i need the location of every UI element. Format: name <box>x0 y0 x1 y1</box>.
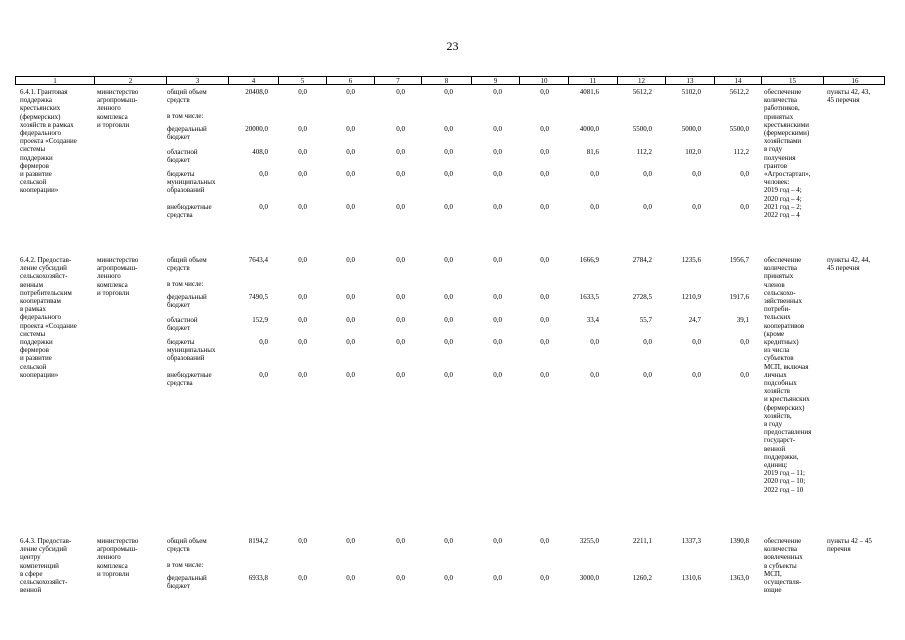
funding-value-cell: 24,7 <box>688 316 701 324</box>
funding-value-cell: 20408,0 <box>245 88 268 96</box>
executor-line: агропромыш- <box>97 545 138 554</box>
funding-value-cell: 0,0 <box>540 148 549 156</box>
funding-value-cell: 0,0 <box>259 203 268 211</box>
measure-name-line: потребительским <box>20 288 72 297</box>
funding-value-cell: 0,0 <box>493 537 502 545</box>
funding-value-cell: 0,0 <box>590 371 599 379</box>
measure-name-line: 6.4.2. Предостав- <box>20 256 72 264</box>
funding-value-cell: 0,0 <box>540 371 549 379</box>
funding-value-cell: 0,0 <box>643 371 652 379</box>
funding-value-cell: 1390,8 <box>729 537 749 545</box>
result-indicator-line: обеспечение <box>764 256 802 264</box>
funding-value-cell: 0,0 <box>396 574 405 582</box>
measure-name-line: кооперативам <box>20 297 61 305</box>
result-indicator-line: в году <box>764 420 783 428</box>
funding-source-line: общий объем <box>167 88 207 96</box>
funding-value-cell: 0,0 <box>298 125 307 133</box>
executor-line: комплекса <box>97 112 128 121</box>
funding-value-cell: 20000,0 <box>245 125 268 133</box>
funding-source-line: общий объем <box>167 256 207 264</box>
executor-line: комплекса <box>97 561 128 570</box>
result-indicator-line: тельских <box>764 313 791 322</box>
funding-value-cell: 3000,0 <box>579 574 599 582</box>
funding-value-cell: 0,0 <box>590 170 599 178</box>
funding-source-line: средств <box>167 545 190 554</box>
funding-value-cell: 55,7 <box>639 316 652 324</box>
funding-value-cell: 0,0 <box>444 537 453 545</box>
funding-value-cell: 0,0 <box>298 371 307 379</box>
funding-value-cell: 0,0 <box>692 203 701 211</box>
funding-value-cell: 0,0 <box>444 293 453 301</box>
result-indicator-line: хозяйств, <box>764 411 792 420</box>
funding-value-cell: 0,0 <box>493 316 502 324</box>
funding-source-line: образований <box>167 354 205 363</box>
funding-value-cell: 0,0 <box>396 371 405 379</box>
result-indicator-line: (фермерских) <box>764 403 805 412</box>
funding-value-cell: 0,0 <box>540 338 549 346</box>
funding-value-cell: 0,0 <box>493 371 502 379</box>
result-indicator-line: хозяйствами <box>764 137 802 146</box>
measure-name-line: ление субсидий <box>20 545 67 554</box>
funding-value-cell: 0,0 <box>298 293 307 301</box>
executor-line: министерство <box>97 537 139 545</box>
measure-name-line: в рамках <box>20 305 46 314</box>
funding-value-cell: 0,0 <box>540 203 549 211</box>
funding-value-cell: 0,0 <box>493 125 502 133</box>
measure-name-line: (фермерских) <box>20 112 61 121</box>
funding-value-cell: 0,0 <box>396 293 405 301</box>
funding-value-cell: 0,0 <box>396 203 405 211</box>
funding-value-cell: 1917,6 <box>729 293 749 301</box>
funding-value-cell: 2728,5 <box>632 293 652 301</box>
funding-value-cell: 0,0 <box>346 338 355 346</box>
funding-value-cell: 0,0 <box>396 170 405 178</box>
result-indicator-line: принятых <box>764 112 794 121</box>
funding-value-cell: 4000,0 <box>579 125 599 133</box>
funding-value-cell: 0,0 <box>444 125 453 133</box>
measure-name-line: крестьянских <box>20 104 61 113</box>
measure-name-line: поддержки <box>20 338 53 346</box>
measure-name-line: поддержка <box>20 96 53 105</box>
result-indicator-line: личных <box>764 370 787 379</box>
result-indicator-line: в субъекты <box>764 561 797 570</box>
funding-value-cell: 0,0 <box>346 203 355 211</box>
funding-value-cell: 112,2 <box>636 148 652 156</box>
result-indicator-line: поддержки, <box>764 452 799 461</box>
funding-value-cell: 0,0 <box>444 148 453 156</box>
funding-value-cell: 7490,5 <box>248 293 268 301</box>
result-indicator-line: 2019 год – 4; <box>764 186 802 195</box>
executor-line: ленного <box>97 104 121 113</box>
funding-source-line: федеральный <box>167 125 207 133</box>
funding-value-cell: 8194,2 <box>248 537 268 545</box>
measure-name-line: фермеров <box>20 346 49 355</box>
measure-name-line: системы <box>20 145 46 154</box>
reference-line: 45 перечня <box>827 264 860 273</box>
funding-value-cell: 0,0 <box>396 88 405 96</box>
funding-source-line: в том числе: <box>167 112 204 120</box>
result-indicator-line: из числа <box>764 346 790 355</box>
measure-name-line: поддержки <box>20 153 53 162</box>
funding-value-cell: 1633,5 <box>579 293 599 301</box>
funding-source-line: федеральный <box>167 574 207 582</box>
measure-name-line: кооперации» <box>20 186 59 195</box>
result-indicator-line: количества <box>764 264 797 273</box>
funding-value-cell: 4081,6 <box>579 88 599 96</box>
result-indicator-line: человек: <box>764 178 790 187</box>
result-indicator-line: потреби- <box>764 305 791 314</box>
result-indicator-line: 2022 год – 4 <box>764 211 800 219</box>
result-indicator-line: хозяйств <box>764 387 790 396</box>
funding-value-cell: 0,0 <box>444 170 453 178</box>
column-header-15: 15 <box>761 77 823 85</box>
funding-source-line: областной <box>167 148 198 156</box>
funding-value-cell: 0,0 <box>298 316 307 324</box>
result-indicator-line: работников, <box>764 104 800 113</box>
column-header-11: 11 <box>568 77 617 85</box>
funding-value-cell: 0,0 <box>444 203 453 211</box>
measure-name-line: фермеров <box>20 161 49 170</box>
executor-line: министерство <box>97 256 139 264</box>
funding-value-cell: 1956,7 <box>729 256 749 264</box>
funding-value-cell: 0,0 <box>493 293 502 301</box>
funding-value-cell: 0,0 <box>298 148 307 156</box>
funding-value-cell: 0,0 <box>540 170 549 178</box>
measure-name-line: в сфере <box>20 569 43 578</box>
result-indicator-line: обеспечение <box>764 88 802 96</box>
funding-source-line: в том числе: <box>167 280 204 288</box>
funding-value-cell: 0,0 <box>740 170 749 178</box>
funding-value-cell: 0,0 <box>396 125 405 133</box>
funding-value-cell: 0,0 <box>540 256 549 264</box>
funding-value-cell: 1260,2 <box>632 574 652 582</box>
result-indicator-line: 2019 год – 11; <box>764 469 805 478</box>
column-header-14: 14 <box>714 77 761 85</box>
funding-source-line: средства <box>167 211 193 220</box>
result-indicator-line: государст- <box>764 436 796 445</box>
funding-source-line: бюджеты <box>167 338 195 346</box>
result-indicator-line: предоставления <box>764 428 812 437</box>
column-header-10: 10 <box>519 77 568 85</box>
funding-value-cell: 2784,2 <box>632 256 652 264</box>
result-indicator-line: субъектов <box>764 354 794 363</box>
funding-value-cell: 5500,0 <box>632 125 652 133</box>
funding-value-cell: 0,0 <box>298 203 307 211</box>
executor-line: и торговли <box>97 569 130 578</box>
result-indicator-line: членов <box>764 280 785 289</box>
measure-name-line: проекта «Создание <box>20 321 77 330</box>
funding-value-cell: 0,0 <box>346 170 355 178</box>
funding-value-cell: 0,0 <box>346 256 355 264</box>
funding-value-cell: 1235,6 <box>681 256 701 264</box>
funding-value-cell: 0,0 <box>444 338 453 346</box>
funding-value-cell: 0,0 <box>493 170 502 178</box>
executor-line: ленного <box>97 272 121 281</box>
executor-line: агропромыш- <box>97 264 138 273</box>
funding-value-cell: 5102,0 <box>681 88 701 96</box>
funding-source-line: федеральный <box>167 293 207 301</box>
funding-value-cell: 1666,9 <box>579 256 599 264</box>
measure-name-line: центру <box>20 553 41 562</box>
measure-name-line: ление субсидий <box>20 264 67 273</box>
result-indicator-line: и крестьянских <box>764 395 810 404</box>
funding-value-cell: 0,0 <box>346 148 355 156</box>
executor-line: ленного <box>97 553 121 562</box>
funding-source-line: бюджет <box>167 133 190 142</box>
funding-source-line: внебюджетные <box>167 371 212 379</box>
funding-value-cell: 39,1 <box>736 316 749 324</box>
column-header-6: 6 <box>326 77 374 85</box>
funding-source-line: муниципальных <box>167 178 216 187</box>
reference-line: пункты 42, 43, <box>827 88 871 96</box>
measure-name-line: и развитие <box>20 170 52 178</box>
funding-value-cell: 5500,0 <box>729 125 749 133</box>
funding-value-cell: 102,0 <box>685 148 701 156</box>
measure-name-line: 6.4.3. Предостав- <box>20 537 72 545</box>
column-header-2: 2 <box>94 77 166 85</box>
column-header-7: 7 <box>374 77 421 85</box>
funding-value-cell: 3255,0 <box>579 537 599 545</box>
funding-value-cell: 0,0 <box>643 338 652 346</box>
reference-line: пункты 42, 44, <box>827 256 871 264</box>
funding-source-line: бюджет <box>167 301 190 310</box>
reference-line: пункты 42 – 45 <box>827 537 872 545</box>
measure-name-line: хозяйств в рамках <box>20 120 74 129</box>
result-indicator-line: ющие <box>764 586 782 595</box>
funding-value-cell: 408,0 <box>252 148 268 156</box>
funding-value-cell: 0,0 <box>259 338 268 346</box>
funding-source-line: средств <box>167 264 190 273</box>
column-header-8: 8 <box>421 77 471 85</box>
funding-value-cell: 0,0 <box>493 203 502 211</box>
reference-line: 45 перечня <box>827 96 860 105</box>
funding-value-cell: 0,0 <box>396 316 405 324</box>
column-header-4: 4 <box>228 77 278 85</box>
result-indicator-line: количества <box>764 545 797 554</box>
funding-value-cell: 0,0 <box>590 338 599 346</box>
table-header-row <box>15 76 885 85</box>
result-indicator-line: (фермерскими) <box>764 129 810 137</box>
result-indicator-line: (кроме <box>764 329 785 338</box>
funding-value-cell: 33,4 <box>586 316 599 324</box>
executor-line: агропромыш- <box>97 96 138 105</box>
funding-value-cell: 1363,0 <box>729 574 749 582</box>
funding-value-cell: 0,0 <box>298 256 307 264</box>
result-indicator-line: единиц: <box>764 461 788 469</box>
result-indicator-line: вовлеченных <box>764 553 803 562</box>
funding-value-cell: 0,0 <box>540 293 549 301</box>
funding-value-cell: 0,0 <box>346 316 355 324</box>
funding-value-cell: 0,0 <box>444 88 453 96</box>
result-indicator-line: в году <box>764 145 783 154</box>
reference-line: перечня <box>827 545 851 554</box>
measure-name-line: и развитие <box>20 354 52 363</box>
measure-name-line: кооперации» <box>20 370 59 379</box>
result-indicator-line: количества <box>764 96 797 105</box>
funding-value-cell: 81,6 <box>586 148 599 156</box>
measure-name-line: венным <box>20 280 43 289</box>
funding-value-cell: 152,9 <box>252 316 268 324</box>
funding-source-line: образований <box>167 186 205 195</box>
measure-name-line: сельской <box>20 178 47 187</box>
column-header-3: 3 <box>166 77 228 85</box>
funding-source-line: общий объем <box>167 537 207 545</box>
funding-source-line: бюджеты <box>167 170 195 178</box>
funding-value-cell: 0,0 <box>692 338 701 346</box>
funding-value-cell: 0,0 <box>540 574 549 582</box>
measure-name-line: системы <box>20 329 46 338</box>
result-indicator-line: МСП, <box>764 569 782 578</box>
funding-source-line: бюджет <box>167 582 190 591</box>
funding-value-cell: 0,0 <box>643 170 652 178</box>
funding-value-cell: 0,0 <box>493 338 502 346</box>
funding-source-line: средств <box>167 96 190 105</box>
column-header-9: 9 <box>471 77 519 85</box>
measure-name-line: венной <box>20 586 42 595</box>
funding-source-line: бюджет <box>167 324 190 333</box>
funding-source-line: бюджет <box>167 156 190 165</box>
result-indicator-line: 2022 год – 10 <box>764 485 804 494</box>
funding-value-cell: 2211,1 <box>633 537 652 545</box>
column-header-12: 12 <box>617 77 665 85</box>
result-indicator-line: кооперативов <box>764 321 805 330</box>
measure-name-line: сельской <box>20 362 47 371</box>
funding-value-cell: 0,0 <box>396 537 405 545</box>
result-indicator-line: принятых <box>764 272 794 281</box>
result-indicator-line: венной <box>764 444 786 453</box>
result-indicator-line: грантов <box>764 161 787 170</box>
funding-value-cell: 0,0 <box>540 316 549 324</box>
funding-value-cell: 1210,9 <box>681 293 701 301</box>
funding-source-line: внебюджетные <box>167 203 212 211</box>
result-indicator-line: 2021 год – 2; <box>764 202 802 211</box>
funding-source-line: муниципальных <box>167 346 216 355</box>
funding-value-cell: 0,0 <box>346 125 355 133</box>
funding-value-cell: 0,0 <box>444 574 453 582</box>
funding-value-cell: 0,0 <box>740 338 749 346</box>
column-header-1: 1 <box>53 77 57 85</box>
result-indicator-line: 2020 год – 10; <box>764 477 806 486</box>
funding-value-cell: 0,0 <box>493 88 502 96</box>
result-indicator-line: МСП, включая <box>764 362 809 371</box>
funding-value-cell: 112,2 <box>733 148 749 156</box>
funding-value-cell: 0,0 <box>396 338 405 346</box>
funding-value-cell: 7643,4 <box>248 256 268 264</box>
funding-value-cell: 0,0 <box>346 293 355 301</box>
funding-value-cell: 0,0 <box>259 170 268 178</box>
column-header-16: 16 <box>823 77 886 85</box>
funding-value-cell: 0,0 <box>740 203 749 211</box>
measure-name-line: сельскохозяйст- <box>20 272 68 281</box>
executor-line: и торговли <box>97 288 130 297</box>
column-header-13: 13 <box>665 77 714 85</box>
result-indicator-line: зяйственных <box>764 297 802 305</box>
result-indicator-line: подсобных <box>764 379 797 387</box>
measure-name-line: компетенций <box>20 561 59 570</box>
result-indicator-line: получения <box>764 153 796 162</box>
funding-value-cell: 0,0 <box>540 125 549 133</box>
funding-value-cell: 5612,2 <box>729 88 749 96</box>
funding-value-cell: 0,0 <box>444 256 453 264</box>
funding-value-cell: 0,0 <box>444 316 453 324</box>
funding-value-cell: 0,0 <box>346 574 355 582</box>
funding-value-cell: 0,0 <box>540 88 549 96</box>
funding-source-line: в том числе: <box>167 561 204 569</box>
funding-source-line: областной <box>167 316 198 324</box>
funding-value-cell: 0,0 <box>540 537 549 545</box>
funding-value-cell: 0,0 <box>444 371 453 379</box>
funding-value-cell: 0,0 <box>346 88 355 96</box>
funding-value-cell: 0,0 <box>493 148 502 156</box>
measure-name-line: сельскохозяйст- <box>20 578 68 586</box>
measure-name-line: федерального <box>20 313 62 322</box>
funding-value-cell: 0,0 <box>396 256 405 264</box>
funding-value-cell: 0,0 <box>590 203 599 211</box>
funding-value-cell: 0,0 <box>740 371 749 379</box>
funding-value-cell: 0,0 <box>298 574 307 582</box>
page-number: 23 <box>446 39 459 53</box>
result-indicator-line: обеспечение <box>764 537 802 545</box>
funding-value-cell: 0,0 <box>396 148 405 156</box>
measure-name-line: федерального <box>20 129 62 137</box>
funding-source-line: средства <box>167 379 193 388</box>
result-indicator-line: сельскохо- <box>764 288 796 297</box>
funding-value-cell: 0,0 <box>298 537 307 545</box>
funding-value-cell: 0,0 <box>346 371 355 379</box>
funding-value-cell: 0,0 <box>692 170 701 178</box>
funding-value-cell: 1337,3 <box>681 537 701 545</box>
measure-name-line: 6.4.1. Грантовая <box>20 88 68 96</box>
funding-value-cell: 0,0 <box>643 203 652 211</box>
measure-name-line: проекта «Создание <box>20 137 77 146</box>
funding-value-cell: 0,0 <box>259 371 268 379</box>
executor-line: министерство <box>97 88 139 96</box>
funding-value-cell: 5000,0 <box>681 125 701 133</box>
executor-line: и торговли <box>97 120 130 129</box>
funding-value-cell: 0,0 <box>298 170 307 178</box>
funding-value-cell: 0,0 <box>493 574 502 582</box>
funding-value-cell: 0,0 <box>346 537 355 545</box>
result-indicator-line: крестьянскими <box>764 120 809 129</box>
funding-value-cell: 0,0 <box>692 371 701 379</box>
result-indicator-line: «Агростартап», <box>764 170 811 178</box>
funding-value-cell: 1310,6 <box>681 574 701 582</box>
funding-value-cell: 0,0 <box>493 256 502 264</box>
funding-value-cell: 5612,2 <box>632 88 652 96</box>
funding-value-cell: 6933,8 <box>248 574 268 582</box>
funding-value-cell: 0,0 <box>298 338 307 346</box>
result-indicator-line: 2020 год – 4; <box>764 194 802 203</box>
result-indicator-line: осуществля- <box>764 578 802 586</box>
funding-value-cell: 0,0 <box>298 88 307 96</box>
result-indicator-line: кредитных) <box>764 338 799 346</box>
executor-line: комплекса <box>97 280 128 289</box>
column-header-5: 5 <box>278 77 326 85</box>
